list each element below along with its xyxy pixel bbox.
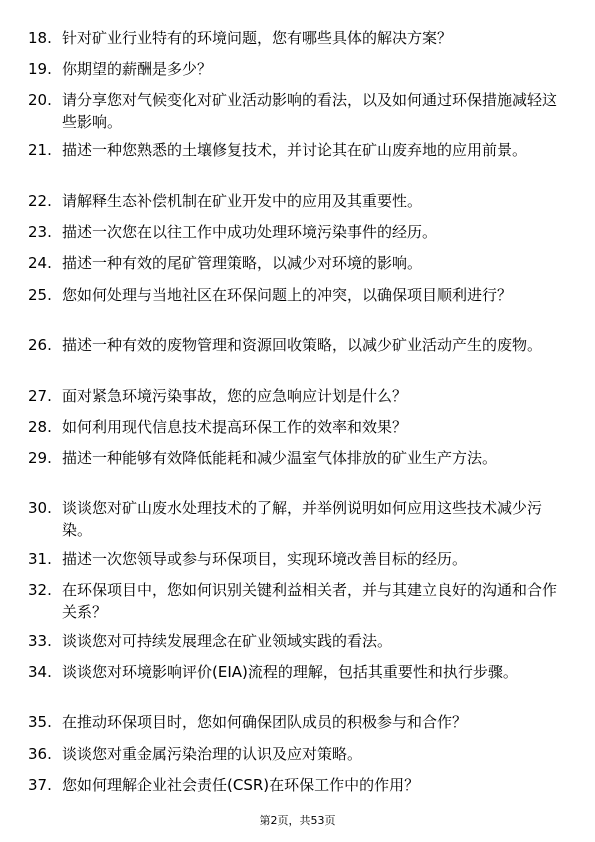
question-text: 谈谈您对可持续发展理念在矿业领域实践的看法。 [62, 632, 393, 650]
question-item [28, 190, 568, 212]
question-text: 描述一次您在以往工作中成功处理环境污染事件的经历。 [62, 223, 438, 241]
question-text: 您如何处理与当地社区在环保问题上的冲突，以确保项目顺利进行？ [62, 286, 513, 304]
question-item [28, 139, 568, 161]
question-number: 20. [28, 91, 52, 109]
question-number: 27. [28, 387, 52, 405]
question-text: 如何利用现代信息技术提高环保工作的效率和效果？ [62, 418, 408, 436]
question-text: 描述一种有效的废物管理和资源回收策略，以减少矿业活动产生的废物。 [62, 336, 543, 354]
question-item [28, 334, 568, 356]
question-text: 你期望的薪酬是多少？ [62, 60, 213, 78]
question-item [28, 774, 568, 796]
question-number: 33. [28, 632, 52, 650]
question-number: 19. [28, 60, 52, 78]
question-item [28, 548, 568, 570]
question-item [28, 447, 568, 469]
question-text: 描述一种有效的尾矿管理策略，以减少对环境的影响。 [62, 254, 423, 272]
question-item [28, 711, 568, 733]
question-text: 谈谈您对重金属污染治理的认识及应对策略。 [62, 745, 363, 763]
question-number: 22. [28, 192, 52, 210]
question-number: 24. [28, 254, 52, 272]
question-text: 针对矿业行业特有的环境问题，您有哪些具体的解决方案？ [62, 29, 453, 47]
question-number: 37. [28, 776, 52, 794]
question-item [28, 385, 568, 407]
question-item [28, 497, 568, 541]
question-number: 23. [28, 223, 52, 241]
question-number: 21. [28, 141, 52, 159]
question-text: 谈谈您对环境影响评价(EIA)流程的理解，包括其重要性和执行步骤。 [62, 663, 518, 681]
question-item [28, 661, 568, 683]
question-number: 28. [28, 418, 52, 436]
question-number: 25. [28, 286, 52, 304]
question-text: 描述一次您领导或参与环保项目，实现环境改善目标的经历。 [62, 550, 468, 568]
page-number-label: 第2页，共53页 [259, 814, 336, 827]
question-number: 34. [28, 663, 52, 681]
question-item [28, 27, 568, 49]
question-number: 30. [28, 499, 52, 517]
question-text: 您如何理解企业社会责任(CSR)在环保工作中的作用？ [62, 776, 420, 794]
question-number: 36. [28, 745, 52, 763]
question-item [28, 58, 568, 80]
question-number: 26. [28, 336, 52, 354]
question-item [28, 416, 568, 438]
question-number: 18. [28, 29, 52, 47]
question-text: 描述一种能够有效降低能耗和减少温室气体排放的矿业生产方法。 [62, 449, 498, 467]
question-number: 32. [28, 581, 52, 599]
question-item [28, 221, 568, 243]
question-number: 29. [28, 449, 52, 467]
question-item [28, 579, 568, 623]
question-item [28, 284, 568, 306]
question-text: 在环保项目中，您如何识别关键利益相关者，并与其建立良好的沟通和合作关系？ [62, 581, 558, 621]
question-text: 面对紧急环境污染事故，您的应急响应计划是什么？ [62, 387, 408, 405]
question-item [28, 89, 568, 133]
page-footer [0, 814, 595, 828]
question-item [28, 252, 568, 274]
question-text: 请分享您对气候变化对矿业活动影响的看法，以及如何通过环保措施减轻这些影响。 [62, 91, 558, 131]
question-text: 在推动环保项目时，您如何确保团队成员的积极参与和合作？ [62, 713, 468, 731]
question-item [28, 743, 568, 765]
question-text: 描述一种您熟悉的土壤修复技术，并讨论其在矿山废弃地的应用前景。 [62, 141, 528, 159]
question-number: 31. [28, 550, 52, 568]
question-item [28, 630, 568, 652]
question-text: 谈谈您对矿山废水处理技术的了解，并举例说明如何应用这些技术减少污染。 [62, 499, 543, 539]
question-text: 请解释生态补偿机制在矿业开发中的应用及其重要性。 [62, 192, 423, 210]
question-number: 35. [28, 713, 52, 731]
